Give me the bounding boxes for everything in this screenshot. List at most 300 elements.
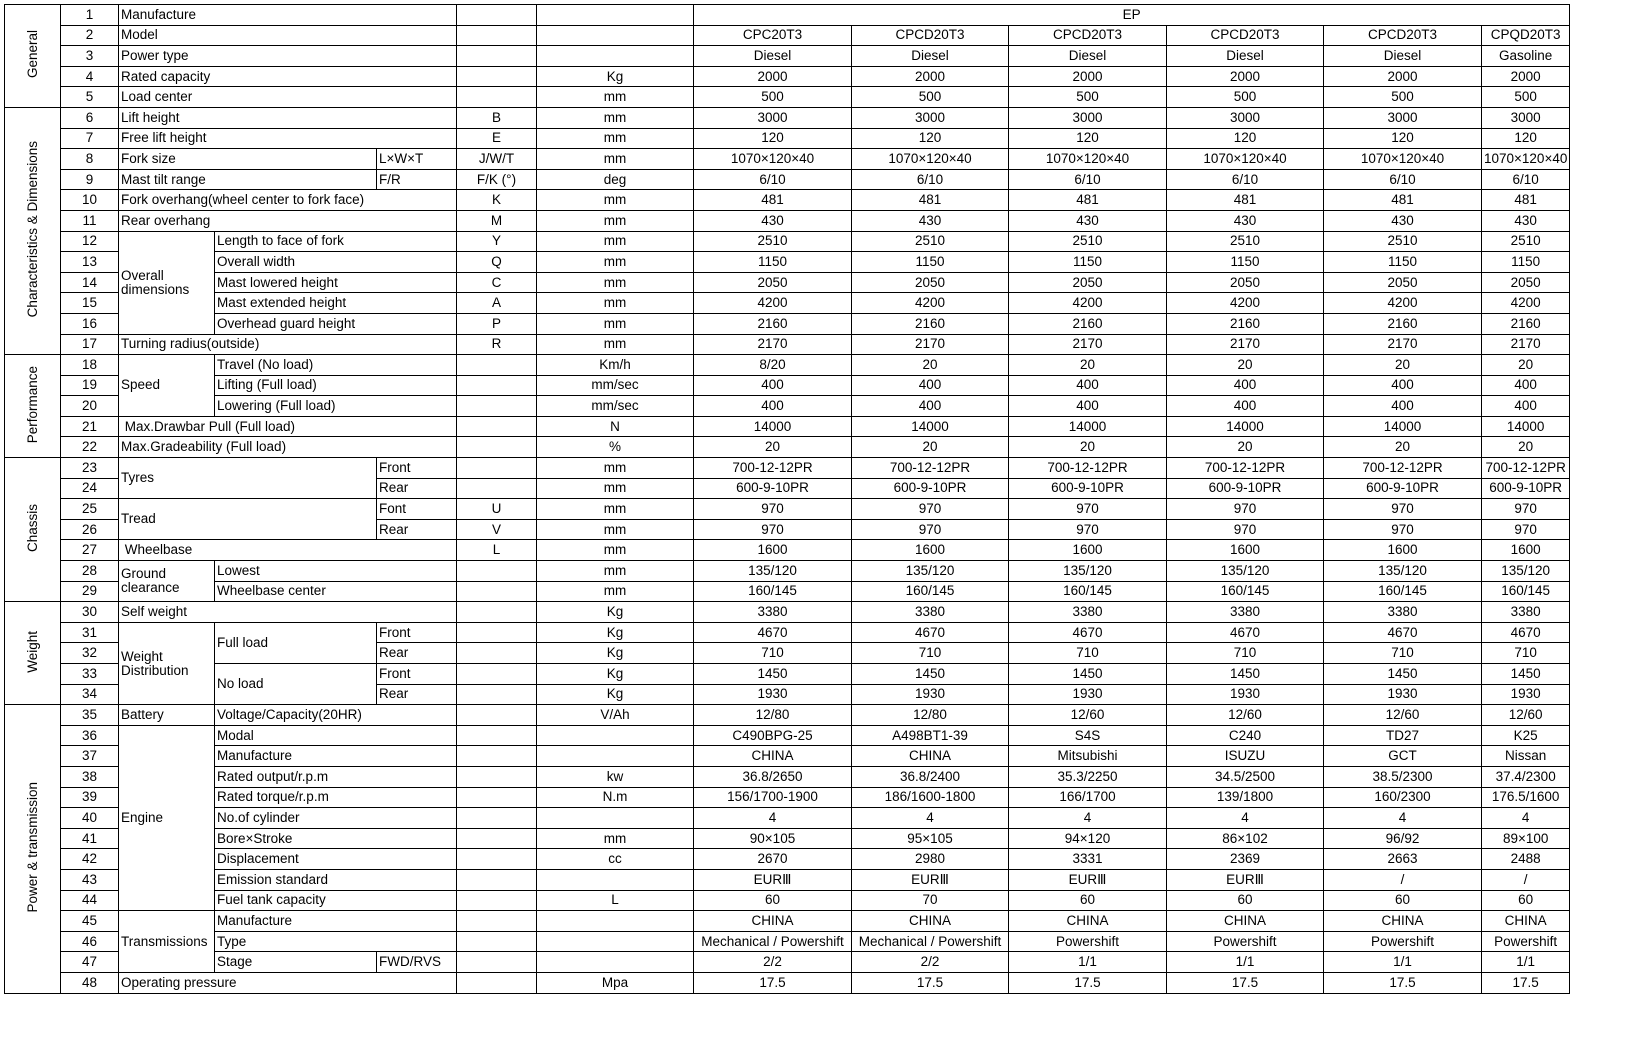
value-cell: 700-12-12PR — [1009, 458, 1167, 479]
row-sublabel: FWD/RVS — [377, 952, 457, 973]
value-cell: 3331 — [1009, 849, 1167, 870]
table-row — [5, 705, 1570, 726]
value-cell: 20 — [694, 437, 852, 458]
row-unit: mm — [537, 210, 694, 231]
value-cell: 6/10 — [1482, 169, 1570, 190]
row-label: Turning radius(outside) — [119, 334, 457, 355]
value-cell: 20 — [1167, 437, 1324, 458]
row-number: 35 — [61, 705, 119, 726]
value-cell: 481 — [852, 190, 1009, 211]
value-cell: 1450 — [1009, 664, 1167, 685]
value-cell: Powershift — [1167, 931, 1324, 952]
value-cell: 3000 — [694, 107, 852, 128]
row-symbol: V — [457, 519, 537, 540]
value-cell: Diesel — [1167, 46, 1324, 67]
value-cell: 970 — [1009, 519, 1167, 540]
row-number: 36 — [61, 725, 119, 746]
row-number: 41 — [61, 828, 119, 849]
row-symbol — [457, 581, 537, 602]
row-symbol — [457, 787, 537, 808]
value-cell: 4200 — [694, 293, 852, 314]
value-cell: 4 — [1167, 808, 1324, 829]
value-cell: 160/145 — [1167, 581, 1324, 602]
value-cell: 970 — [1167, 499, 1324, 520]
row-label: Overhead guard height — [215, 313, 457, 334]
row-label: Load center — [119, 87, 457, 108]
value-cell: 70 — [852, 890, 1009, 911]
row-number: 14 — [61, 272, 119, 293]
value-cell: Powershift — [1324, 931, 1482, 952]
value-cell: 186/1600-1800 — [852, 787, 1009, 808]
row-sublabel: Front — [377, 664, 457, 685]
section-label-weight: Weight — [5, 602, 61, 705]
row-symbol — [457, 478, 537, 499]
value-cell: 60 — [694, 890, 852, 911]
row-label: Lowest — [215, 561, 457, 582]
table-row — [5, 128, 1570, 149]
value-cell: 14000 — [694, 416, 852, 437]
row-unit: Kg — [537, 602, 694, 623]
value-cell: 2170 — [1324, 334, 1482, 355]
row-unit: mm — [537, 581, 694, 602]
section-label-general: General — [5, 5, 61, 108]
row-unit: mm — [537, 458, 694, 479]
value-cell: 4 — [1009, 808, 1167, 829]
value-cell: 1600 — [1167, 540, 1324, 561]
row-sublabel: F/R — [377, 169, 457, 190]
section-label-chassis: Chassis — [5, 458, 61, 602]
value-cell: 8/20 — [694, 355, 852, 376]
value-cell: 700-12-12PR — [1482, 458, 1570, 479]
value-cell: 3000 — [852, 107, 1009, 128]
value-cell: 2000 — [1324, 66, 1482, 87]
value-cell: 60 — [1167, 890, 1324, 911]
value-cell: 6/10 — [694, 169, 852, 190]
table-row — [5, 746, 1570, 767]
row-group: Overall dimensions — [119, 231, 215, 334]
value-cell: 400 — [1482, 396, 1570, 417]
value-cell: CPCD20T3 — [1324, 25, 1482, 46]
value-cell: 970 — [1167, 519, 1324, 540]
row-unit: Kg — [537, 66, 694, 87]
row-label: Operating pressure — [119, 972, 457, 993]
value-cell: 6/10 — [1324, 169, 1482, 190]
row-label: Wheelbase center — [215, 581, 457, 602]
row-label: Fork size — [119, 149, 377, 170]
row-label: Manufacture — [215, 746, 457, 767]
value-cell: C490BPG-25 — [694, 725, 852, 746]
value-cell: 4670 — [1009, 622, 1167, 643]
value-cell: 95×105 — [852, 828, 1009, 849]
row-group: Tyres — [119, 458, 377, 499]
row-label: Emission standard — [215, 869, 457, 890]
value-cell: 1150 — [1482, 252, 1570, 273]
row-label: Power type — [119, 46, 457, 67]
row-label: Max.Drawbar Pull (Full load) — [119, 416, 457, 437]
value-cell: 1450 — [1482, 664, 1570, 685]
row-label: Rated output/r.p.m — [215, 766, 457, 787]
value-cell: 60 — [1009, 890, 1167, 911]
row-number: 33 — [61, 664, 119, 685]
row-group: Weight Distribution — [119, 622, 215, 704]
value-cell: CPCD20T3 — [852, 25, 1009, 46]
value-cell: 700-12-12PR — [694, 458, 852, 479]
value-cell: 2670 — [694, 849, 852, 870]
row-number: 13 — [61, 252, 119, 273]
row-unit: kw — [537, 766, 694, 787]
row-symbol — [457, 705, 537, 726]
value-cell: 4670 — [852, 622, 1009, 643]
value-cell: 970 — [1482, 499, 1570, 520]
row-unit: V/Ah — [537, 705, 694, 726]
value-cell: 481 — [1167, 190, 1324, 211]
value-cell: 4670 — [1167, 622, 1324, 643]
table-row — [5, 787, 1570, 808]
value-cell: 400 — [1482, 375, 1570, 396]
row-number: 29 — [61, 581, 119, 602]
value-cell: 481 — [1324, 190, 1482, 211]
value-cell: 1930 — [1324, 684, 1482, 705]
row-number: 20 — [61, 396, 119, 417]
row-label: Model — [119, 25, 457, 46]
value-cell: 14000 — [1167, 416, 1324, 437]
value-cell: S4S — [1009, 725, 1167, 746]
row-symbol — [457, 602, 537, 623]
row-label: Mast tilt range — [119, 169, 377, 190]
row-symbol: C — [457, 272, 537, 293]
value-cell: 2980 — [852, 849, 1009, 870]
row-symbol: M — [457, 210, 537, 231]
row-number: 27 — [61, 540, 119, 561]
row-unit: mm — [537, 540, 694, 561]
row-number: 47 — [61, 952, 119, 973]
value-cell: CHINA — [852, 746, 1009, 767]
row-unit: mm — [537, 190, 694, 211]
value-cell: 20 — [1482, 355, 1570, 376]
value-cell: 17.5 — [1009, 972, 1167, 993]
table-row — [5, 561, 1570, 582]
value-cell: 96/92 — [1324, 828, 1482, 849]
value-cell: 600-9-10PR — [1167, 478, 1324, 499]
value-cell: 2000 — [852, 66, 1009, 87]
value-cell: 2369 — [1167, 849, 1324, 870]
row-label: Modal — [215, 725, 457, 746]
row-symbol — [457, 890, 537, 911]
value-cell: 1450 — [694, 664, 852, 685]
row-label: Fuel tank capacity — [215, 890, 457, 911]
row-symbol: J/W/T — [457, 149, 537, 170]
value-cell: 1600 — [852, 540, 1009, 561]
row-number: 30 — [61, 602, 119, 623]
row-symbol — [457, 375, 537, 396]
value-cell: 1600 — [694, 540, 852, 561]
value-cell: 17.5 — [1324, 972, 1482, 993]
value-cell: C240 — [1167, 725, 1324, 746]
value-cell: 120 — [1482, 128, 1570, 149]
value-cell: EURⅢ — [1167, 869, 1324, 890]
row-label: Free lift height — [119, 128, 457, 149]
table-row — [5, 540, 1570, 561]
value-cell: 2160 — [694, 313, 852, 334]
value-cell: 4200 — [1009, 293, 1167, 314]
value-cell: 1070×120×40 — [1167, 149, 1324, 170]
value-cell: 710 — [1324, 643, 1482, 664]
value-cell: 1150 — [1009, 252, 1167, 273]
row-symbol — [457, 643, 537, 664]
value-cell: 1070×120×40 — [1324, 149, 1482, 170]
value-cell: 400 — [1167, 396, 1324, 417]
value-cell: 20 — [852, 437, 1009, 458]
value-cell: 1070×120×40 — [694, 149, 852, 170]
row-symbol: R — [457, 334, 537, 355]
row-symbol — [457, 725, 537, 746]
row-symbol — [457, 66, 537, 87]
row-unit — [537, 25, 694, 46]
value-cell: 1450 — [1324, 664, 1482, 685]
row-symbol: Y — [457, 231, 537, 252]
row-unit: mm — [537, 499, 694, 520]
value-cell: 400 — [1009, 375, 1167, 396]
table-row — [5, 869, 1570, 890]
value-cell: 400 — [852, 375, 1009, 396]
row-subgroup: Full load — [215, 622, 377, 663]
row-label: Voltage/Capacity(20HR) — [215, 705, 457, 726]
row-label: Stage — [215, 952, 377, 973]
table-row — [5, 458, 1570, 479]
table-row — [5, 293, 1570, 314]
value-cell: 36.8/2400 — [852, 766, 1009, 787]
value-cell: CHINA — [1167, 911, 1324, 932]
value-cell: 970 — [1324, 519, 1482, 540]
value-cell: EURⅢ — [1009, 869, 1167, 890]
table-row — [5, 602, 1570, 623]
value-cell: 12/60 — [1324, 705, 1482, 726]
table-row — [5, 87, 1570, 108]
value-cell: 135/120 — [852, 561, 1009, 582]
table-row — [5, 808, 1570, 829]
value-cell: 1150 — [1324, 252, 1482, 273]
row-unit: mm — [537, 272, 694, 293]
value-cell: Diesel — [694, 46, 852, 67]
table-row — [5, 355, 1570, 376]
value-cell: 12/60 — [1482, 705, 1570, 726]
value-cell: 2488 — [1482, 849, 1570, 870]
value-cell: 2050 — [694, 272, 852, 293]
table-row — [5, 890, 1570, 911]
value-cell: 400 — [1009, 396, 1167, 417]
value-cell: 1070×120×40 — [852, 149, 1009, 170]
value-cell: 2050 — [1324, 272, 1482, 293]
value-cell: 2170 — [694, 334, 852, 355]
row-number: 46 — [61, 931, 119, 952]
value-cell: 156/1700-1900 — [694, 787, 852, 808]
row-unit: Kg — [537, 684, 694, 705]
row-symbol — [457, 5, 537, 26]
row-symbol — [457, 849, 537, 870]
row-symbol — [457, 808, 537, 829]
value-cell: 20 — [1482, 437, 1570, 458]
value-cell: 160/145 — [1009, 581, 1167, 602]
value-cell: 2160 — [1324, 313, 1482, 334]
row-symbol — [457, 664, 537, 685]
row-sublabel: L×W×T — [377, 149, 457, 170]
value-cell: Mechanical / Powershift — [694, 931, 852, 952]
row-label: Travel (No load) — [215, 355, 457, 376]
row-label: Manufacture — [119, 5, 457, 26]
value-cell: 89×100 — [1482, 828, 1570, 849]
row-unit: N.m — [537, 787, 694, 808]
value-cell: 37.4/2300 — [1482, 766, 1570, 787]
row-unit: mm — [537, 293, 694, 314]
value-cell: 135/120 — [694, 561, 852, 582]
value-cell: 4 — [1482, 808, 1570, 829]
value-cell: 120 — [1009, 128, 1167, 149]
value-cell: 35.3/2250 — [1009, 766, 1167, 787]
value-cell: / — [1482, 869, 1570, 890]
value-cell: 3000 — [1167, 107, 1324, 128]
value-cell: 481 — [1009, 190, 1167, 211]
row-number: 21 — [61, 416, 119, 437]
row-sublabel: Front — [377, 622, 457, 643]
row-unit: deg — [537, 169, 694, 190]
row-group: Battery — [119, 705, 215, 726]
row-number: 17 — [61, 334, 119, 355]
value-cell: 12/60 — [1009, 705, 1167, 726]
row-unit: Kg — [537, 664, 694, 685]
row-group: Transmissions — [119, 911, 215, 973]
value-cell: 4200 — [852, 293, 1009, 314]
table-row — [5, 25, 1570, 46]
value-cell: 160/145 — [694, 581, 852, 602]
row-label: Displacement — [215, 849, 457, 870]
value-cell: 4670 — [694, 622, 852, 643]
row-sublabel: Rear — [377, 684, 457, 705]
row-sublabel: Rear — [377, 519, 457, 540]
value-cell: CPCD20T3 — [1009, 25, 1167, 46]
value-cell: CPCD20T3 — [1167, 25, 1324, 46]
value-cell: 60 — [1482, 890, 1570, 911]
row-number: 11 — [61, 210, 119, 231]
value-cell: CHINA — [1324, 911, 1482, 932]
table-row — [5, 375, 1570, 396]
value-cell: 1070×120×40 — [1009, 149, 1167, 170]
value-cell: Powershift — [1482, 931, 1570, 952]
manufacturer-header: EP — [694, 5, 1570, 26]
row-number: 34 — [61, 684, 119, 705]
row-symbol — [457, 561, 537, 582]
value-cell: 1150 — [852, 252, 1009, 273]
row-unit — [537, 746, 694, 767]
table-row — [5, 272, 1570, 293]
row-unit: Kg — [537, 643, 694, 664]
table-row — [5, 396, 1570, 417]
value-cell: Powershift — [1009, 931, 1167, 952]
value-cell: EURⅢ — [852, 869, 1009, 890]
value-cell: 1930 — [694, 684, 852, 705]
row-number: 37 — [61, 746, 119, 767]
value-cell: 3000 — [1324, 107, 1482, 128]
row-unit: mm — [537, 828, 694, 849]
value-cell: 2170 — [1009, 334, 1167, 355]
row-number: 5 — [61, 87, 119, 108]
row-sublabel: Rear — [377, 478, 457, 499]
value-cell: 710 — [852, 643, 1009, 664]
row-label: Rated torque/r.p.m — [215, 787, 457, 808]
row-unit: mm — [537, 252, 694, 273]
value-cell: 600-9-10PR — [694, 478, 852, 499]
value-cell: 14000 — [1482, 416, 1570, 437]
value-cell: 400 — [694, 375, 852, 396]
row-unit: N — [537, 416, 694, 437]
value-cell: 400 — [1324, 396, 1482, 417]
row-label: No.of cylinder — [215, 808, 457, 829]
value-cell: 2510 — [694, 231, 852, 252]
row-number: 48 — [61, 972, 119, 993]
row-group: Speed — [119, 355, 215, 417]
value-cell: 120 — [694, 128, 852, 149]
row-label: Mast extended height — [215, 293, 457, 314]
value-cell: K25 — [1482, 725, 1570, 746]
value-cell: 2/2 — [694, 952, 852, 973]
section-label-power-transmission: Power & transmission — [5, 705, 61, 993]
value-cell: 1600 — [1009, 540, 1167, 561]
value-cell: 60 — [1324, 890, 1482, 911]
row-symbol: B — [457, 107, 537, 128]
row-number: 24 — [61, 478, 119, 499]
value-cell: A498BT1-39 — [852, 725, 1009, 746]
row-number: 2 — [61, 25, 119, 46]
value-cell: 970 — [852, 499, 1009, 520]
value-cell: 20 — [1324, 437, 1482, 458]
row-unit — [537, 808, 694, 829]
row-unit: mm — [537, 519, 694, 540]
value-cell: 1600 — [1324, 540, 1482, 561]
value-cell: 17.5 — [852, 972, 1009, 993]
row-label: Lowering (Full load) — [215, 396, 457, 417]
value-cell: 700-12-12PR — [1324, 458, 1482, 479]
value-cell: 430 — [852, 210, 1009, 231]
value-cell: 4 — [852, 808, 1009, 829]
value-cell: 17.5 — [1482, 972, 1570, 993]
value-cell: 430 — [1009, 210, 1167, 231]
value-cell: 2510 — [852, 231, 1009, 252]
value-cell: 500 — [852, 87, 1009, 108]
row-symbol: F/K (°) — [457, 169, 537, 190]
value-cell: 3380 — [694, 602, 852, 623]
value-cell: CPC20T3 — [694, 25, 852, 46]
value-cell: 1930 — [1482, 684, 1570, 705]
value-cell: 4 — [694, 808, 852, 829]
row-label: Max.Gradeability (Full load) — [119, 437, 457, 458]
row-symbol — [457, 416, 537, 437]
table-row — [5, 46, 1570, 67]
row-number: 18 — [61, 355, 119, 376]
value-cell: 160/145 — [852, 581, 1009, 602]
row-unit: mm — [537, 334, 694, 355]
value-cell: 12/60 — [1167, 705, 1324, 726]
row-number: 28 — [61, 561, 119, 582]
value-cell: 6/10 — [1009, 169, 1167, 190]
row-group: Engine — [119, 725, 215, 910]
row-sublabel: Font — [377, 499, 457, 520]
row-unit: mm — [537, 149, 694, 170]
row-label: Overall width — [215, 252, 457, 273]
row-symbol: Q — [457, 252, 537, 273]
row-number: 7 — [61, 128, 119, 149]
table-row — [5, 725, 1570, 746]
value-cell: 481 — [694, 190, 852, 211]
value-cell: 400 — [852, 396, 1009, 417]
